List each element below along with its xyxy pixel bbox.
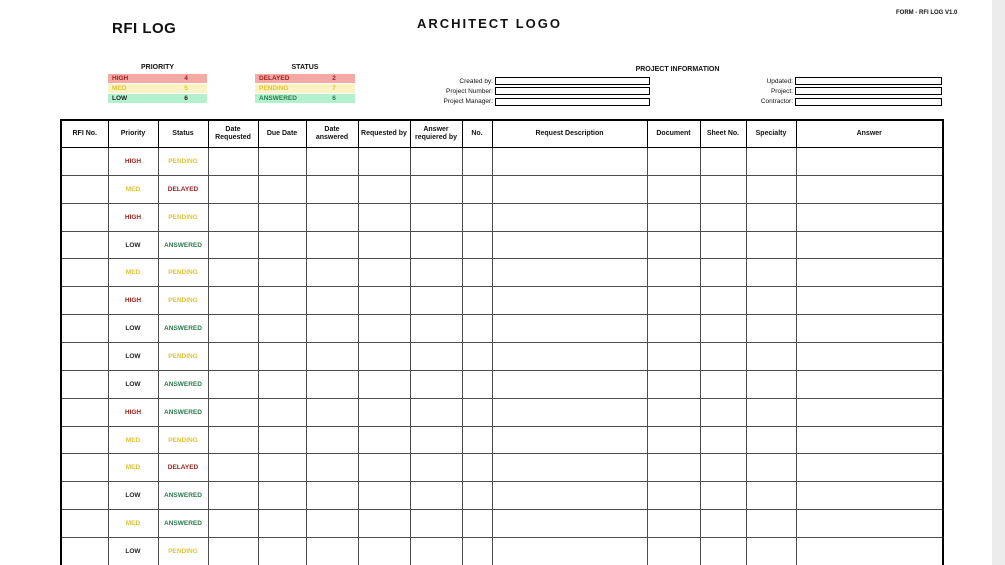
priority-cell: LOW <box>108 315 158 343</box>
empty-cell <box>306 175 358 203</box>
table-row <box>61 231 943 259</box>
empty-cell <box>208 259 258 287</box>
empty-cell <box>796 148 943 176</box>
status-delayed-count: 2 <box>332 75 336 82</box>
empty-cell <box>61 538 108 565</box>
priority-cell: LOW <box>108 343 158 371</box>
column-header-status: Status <box>158 120 208 148</box>
status-pending-row <box>255 84 355 93</box>
empty-cell <box>700 482 746 510</box>
contractor-input[interactable] <box>795 98 942 106</box>
priority-cell: MED <box>108 175 158 203</box>
table-header-row <box>61 120 943 148</box>
empty-cell <box>258 315 306 343</box>
empty-cell <box>647 203 700 231</box>
status-cell: PENDING <box>158 343 208 371</box>
column-header-date-requested: Date Requested <box>208 120 258 148</box>
empty-cell <box>306 482 358 510</box>
status-delayed-label: DELAYED <box>259 75 290 82</box>
empty-cell <box>358 231 410 259</box>
empty-cell <box>258 175 306 203</box>
empty-cell <box>208 148 258 176</box>
priority-high-row <box>108 74 207 83</box>
empty-cell <box>796 454 943 482</box>
status-cell: PENDING <box>158 287 208 315</box>
table-row <box>61 538 943 565</box>
empty-cell <box>61 175 108 203</box>
empty-cell <box>258 148 306 176</box>
empty-cell <box>700 538 746 565</box>
empty-cell <box>647 175 700 203</box>
empty-cell <box>208 510 258 538</box>
empty-cell <box>796 287 943 315</box>
table-row <box>61 259 943 287</box>
status-cell: PENDING <box>158 203 208 231</box>
empty-cell <box>358 426 410 454</box>
empty-cell <box>746 287 796 315</box>
empty-cell <box>358 398 410 426</box>
empty-cell <box>61 370 108 398</box>
empty-cell <box>796 315 943 343</box>
status-cell: ANSWERED <box>158 370 208 398</box>
table-row <box>61 287 943 315</box>
empty-cell <box>492 315 647 343</box>
empty-cell <box>410 203 462 231</box>
empty-cell <box>358 315 410 343</box>
empty-cell <box>492 231 647 259</box>
priority-med-label: MED <box>112 85 127 92</box>
empty-cell <box>258 398 306 426</box>
updated-label: Updated: <box>766 77 793 85</box>
priority-high-count: 4 <box>184 75 188 82</box>
priority-high-label: HIGH <box>112 75 129 82</box>
empty-cell <box>306 343 358 371</box>
architect-logo: ARCHITECT LOGO <box>417 16 562 31</box>
empty-cell <box>746 454 796 482</box>
empty-cell <box>700 175 746 203</box>
priority-summary <box>108 64 207 104</box>
empty-cell <box>462 538 492 565</box>
empty-cell <box>746 259 796 287</box>
empty-cell <box>492 343 647 371</box>
priority-low-count: 6 <box>184 95 188 102</box>
status-cell: PENDING <box>158 259 208 287</box>
empty-cell <box>61 287 108 315</box>
priority-cell: MED <box>108 454 158 482</box>
empty-cell <box>358 259 410 287</box>
column-header-answer-required-by: Answer requiered by <box>410 120 462 148</box>
empty-cell <box>410 426 462 454</box>
empty-cell <box>700 343 746 371</box>
empty-cell <box>746 538 796 565</box>
empty-cell <box>61 454 108 482</box>
empty-cell <box>647 315 700 343</box>
project-label: Project: <box>770 87 793 95</box>
empty-cell <box>796 482 943 510</box>
priority-cell: LOW <box>108 231 158 259</box>
column-header-sheet-no: Sheet No. <box>700 120 746 148</box>
empty-cell <box>492 426 647 454</box>
priority-cell: LOW <box>108 482 158 510</box>
empty-cell <box>462 482 492 510</box>
table-row <box>61 482 943 510</box>
empty-cell <box>647 287 700 315</box>
empty-cell <box>700 231 746 259</box>
empty-cell <box>358 538 410 565</box>
created-by-label: Created by: <box>459 77 493 85</box>
empty-cell <box>700 148 746 176</box>
empty-cell <box>306 315 358 343</box>
status-cell: ANSWERED <box>158 315 208 343</box>
project-number-label: Project Number: <box>446 87 493 95</box>
empty-cell <box>208 426 258 454</box>
empty-cell <box>358 148 410 176</box>
priority-med-row <box>108 84 207 93</box>
table-row <box>61 203 943 231</box>
empty-cell <box>492 259 647 287</box>
empty-cell <box>746 426 796 454</box>
project-number-field <box>373 86 650 96</box>
column-header-rfi-no: RFI No. <box>61 120 108 148</box>
empty-cell <box>462 398 492 426</box>
table-row <box>61 426 943 454</box>
empty-cell <box>258 510 306 538</box>
empty-cell <box>462 175 492 203</box>
empty-cell <box>410 510 462 538</box>
status-answered-row <box>255 94 355 103</box>
empty-cell <box>410 343 462 371</box>
empty-cell <box>61 510 108 538</box>
form-version-label: FORM - RFI LOG V1.0 <box>896 10 958 16</box>
empty-cell <box>410 175 462 203</box>
empty-cell <box>492 175 647 203</box>
empty-cell <box>61 398 108 426</box>
empty-cell <box>647 510 700 538</box>
empty-cell <box>700 315 746 343</box>
empty-cell <box>208 343 258 371</box>
empty-cell <box>796 538 943 565</box>
empty-cell <box>492 287 647 315</box>
empty-cell <box>647 148 700 176</box>
project-field <box>691 86 942 96</box>
empty-cell <box>258 203 306 231</box>
empty-cell <box>358 482 410 510</box>
empty-cell <box>410 259 462 287</box>
empty-cell <box>410 231 462 259</box>
empty-cell <box>358 203 410 231</box>
empty-cell <box>358 370 410 398</box>
empty-cell <box>462 510 492 538</box>
status-answered-label: ANSWERED <box>259 95 297 102</box>
column-header-request-description: Request Description <box>492 120 647 148</box>
empty-cell <box>410 482 462 510</box>
table-row <box>61 148 943 176</box>
empty-cell <box>746 148 796 176</box>
table-row <box>61 343 943 371</box>
project-manager-field <box>373 97 650 107</box>
empty-cell <box>647 482 700 510</box>
empty-cell <box>410 315 462 343</box>
empty-cell <box>796 231 943 259</box>
column-header-answer: Answer <box>796 120 943 148</box>
created-by-field <box>373 76 650 86</box>
priority-cell: HIGH <box>108 203 158 231</box>
priority-cell: MED <box>108 510 158 538</box>
empty-cell <box>358 510 410 538</box>
empty-cell <box>358 287 410 315</box>
updated-field <box>691 76 942 86</box>
empty-cell <box>61 482 108 510</box>
empty-cell <box>410 538 462 565</box>
status-summary <box>255 64 355 104</box>
empty-cell <box>208 203 258 231</box>
empty-cell <box>306 426 358 454</box>
priority-cell: LOW <box>108 370 158 398</box>
empty-cell <box>462 370 492 398</box>
empty-cell <box>208 482 258 510</box>
priority-cell: MED <box>108 426 158 454</box>
empty-cell <box>258 287 306 315</box>
priority-med-count: 5 <box>184 85 188 92</box>
priority-low-row <box>108 94 207 103</box>
table-row <box>61 398 943 426</box>
empty-cell <box>258 231 306 259</box>
status-pending-label: PENDING <box>259 85 289 92</box>
empty-cell <box>358 454 410 482</box>
contractor-field <box>691 97 942 107</box>
table-row <box>61 510 943 538</box>
empty-cell <box>647 343 700 371</box>
priority-cell: LOW <box>108 538 158 565</box>
empty-cell <box>462 148 492 176</box>
empty-cell <box>306 538 358 565</box>
empty-cell <box>61 315 108 343</box>
empty-cell <box>410 398 462 426</box>
empty-cell <box>306 148 358 176</box>
page-title: RFI LOG <box>112 20 177 37</box>
column-header-specialty: Specialty <box>746 120 796 148</box>
project-number-input[interactable] <box>495 87 650 95</box>
empty-cell <box>208 538 258 565</box>
empty-cell <box>306 398 358 426</box>
empty-cell <box>208 287 258 315</box>
empty-cell <box>746 482 796 510</box>
empty-cell <box>410 287 462 315</box>
empty-cell <box>746 398 796 426</box>
column-header-priority: Priority <box>108 120 158 148</box>
empty-cell <box>492 510 647 538</box>
empty-cell <box>647 426 700 454</box>
empty-cell <box>61 426 108 454</box>
empty-cell <box>746 231 796 259</box>
empty-cell <box>746 510 796 538</box>
empty-cell <box>647 398 700 426</box>
status-cell: PENDING <box>158 426 208 454</box>
priority-cell: HIGH <box>108 148 158 176</box>
empty-cell <box>796 426 943 454</box>
table-row <box>61 370 943 398</box>
empty-cell <box>647 538 700 565</box>
empty-cell <box>462 203 492 231</box>
status-cell: DELAYED <box>158 175 208 203</box>
column-header-document: Document <box>647 120 700 148</box>
project-input[interactable] <box>795 87 942 95</box>
empty-cell <box>796 175 943 203</box>
status-cell: ANSWERED <box>158 398 208 426</box>
empty-cell <box>306 370 358 398</box>
empty-cell <box>647 370 700 398</box>
status-delayed-row <box>255 74 355 83</box>
empty-cell <box>306 287 358 315</box>
priority-low-label: LOW <box>112 95 128 102</box>
empty-cell <box>492 398 647 426</box>
empty-cell <box>410 370 462 398</box>
empty-cell <box>258 426 306 454</box>
empty-cell <box>208 398 258 426</box>
empty-cell <box>61 203 108 231</box>
empty-cell <box>61 259 108 287</box>
empty-cell <box>700 398 746 426</box>
status-cell: PENDING <box>158 148 208 176</box>
column-header-date-answered: Date answered <box>306 120 358 148</box>
empty-cell <box>258 370 306 398</box>
rfi-table <box>60 119 944 565</box>
empty-cell <box>796 398 943 426</box>
empty-cell <box>462 315 492 343</box>
rfi-table-body <box>61 148 943 565</box>
column-header-no: No. <box>462 120 492 148</box>
priority-summary-title: PRIORITY <box>140 64 175 71</box>
empty-cell <box>492 203 647 231</box>
empty-cell <box>208 175 258 203</box>
empty-cell <box>462 259 492 287</box>
empty-cell <box>746 370 796 398</box>
empty-cell <box>258 343 306 371</box>
empty-cell <box>208 454 258 482</box>
empty-cell <box>358 175 410 203</box>
priority-cell: MED <box>108 259 158 287</box>
column-header-due-date: Due Date <box>258 120 306 148</box>
priority-cell: HIGH <box>108 398 158 426</box>
empty-cell <box>306 510 358 538</box>
empty-cell <box>796 370 943 398</box>
updated-input[interactable] <box>795 77 942 85</box>
empty-cell <box>492 538 647 565</box>
empty-cell <box>61 148 108 176</box>
empty-cell <box>700 426 746 454</box>
empty-cell <box>410 148 462 176</box>
empty-cell <box>258 482 306 510</box>
empty-cell <box>492 482 647 510</box>
empty-cell <box>796 259 943 287</box>
empty-cell <box>796 510 943 538</box>
empty-cell <box>700 259 746 287</box>
empty-cell <box>796 343 943 371</box>
empty-cell <box>306 454 358 482</box>
empty-cell <box>258 538 306 565</box>
status-cell: ANSWERED <box>158 510 208 538</box>
empty-cell <box>208 370 258 398</box>
empty-cell <box>746 315 796 343</box>
status-cell: DELAYED <box>158 454 208 482</box>
empty-cell <box>306 203 358 231</box>
empty-cell <box>492 148 647 176</box>
empty-cell <box>258 259 306 287</box>
empty-cell <box>410 454 462 482</box>
created-by-input[interactable] <box>495 77 650 85</box>
empty-cell <box>306 259 358 287</box>
priority-cell: HIGH <box>108 287 158 315</box>
empty-cell <box>462 231 492 259</box>
empty-cell <box>700 370 746 398</box>
empty-cell <box>462 454 492 482</box>
empty-cell <box>358 343 410 371</box>
column-header-requested-by: Requested by <box>358 120 410 148</box>
empty-cell <box>647 231 700 259</box>
status-answered-count: 6 <box>332 95 336 102</box>
status-pending-count: 7 <box>332 85 336 92</box>
empty-cell <box>700 454 746 482</box>
status-cell: ANSWERED <box>158 231 208 259</box>
contractor-label: Contractor: <box>760 98 793 106</box>
empty-cell <box>746 343 796 371</box>
status-cell: ANSWERED <box>158 482 208 510</box>
empty-cell <box>647 259 700 287</box>
project-manager-input[interactable] <box>495 98 650 106</box>
empty-cell <box>746 203 796 231</box>
empty-cell <box>492 454 647 482</box>
empty-cell <box>61 343 108 371</box>
project-info-title: PROJECT INFORMATION <box>635 66 720 73</box>
empty-cell <box>700 203 746 231</box>
empty-cell <box>700 510 746 538</box>
table-row <box>61 315 943 343</box>
empty-cell <box>462 343 492 371</box>
empty-cell <box>306 231 358 259</box>
empty-cell <box>61 231 108 259</box>
empty-cell <box>462 426 492 454</box>
table-row <box>61 454 943 482</box>
project-manager-label: Project Manager: <box>443 98 493 106</box>
empty-cell <box>647 454 700 482</box>
status-summary-title: STATUS <box>291 64 319 71</box>
empty-cell <box>208 315 258 343</box>
empty-cell <box>746 175 796 203</box>
empty-cell <box>796 203 943 231</box>
empty-cell <box>258 454 306 482</box>
empty-cell <box>700 287 746 315</box>
empty-cell <box>208 231 258 259</box>
empty-cell <box>492 370 647 398</box>
status-cell: PENDING <box>158 538 208 565</box>
table-row <box>61 175 943 203</box>
empty-cell <box>462 287 492 315</box>
scrollbar-track[interactable] <box>992 0 1005 565</box>
